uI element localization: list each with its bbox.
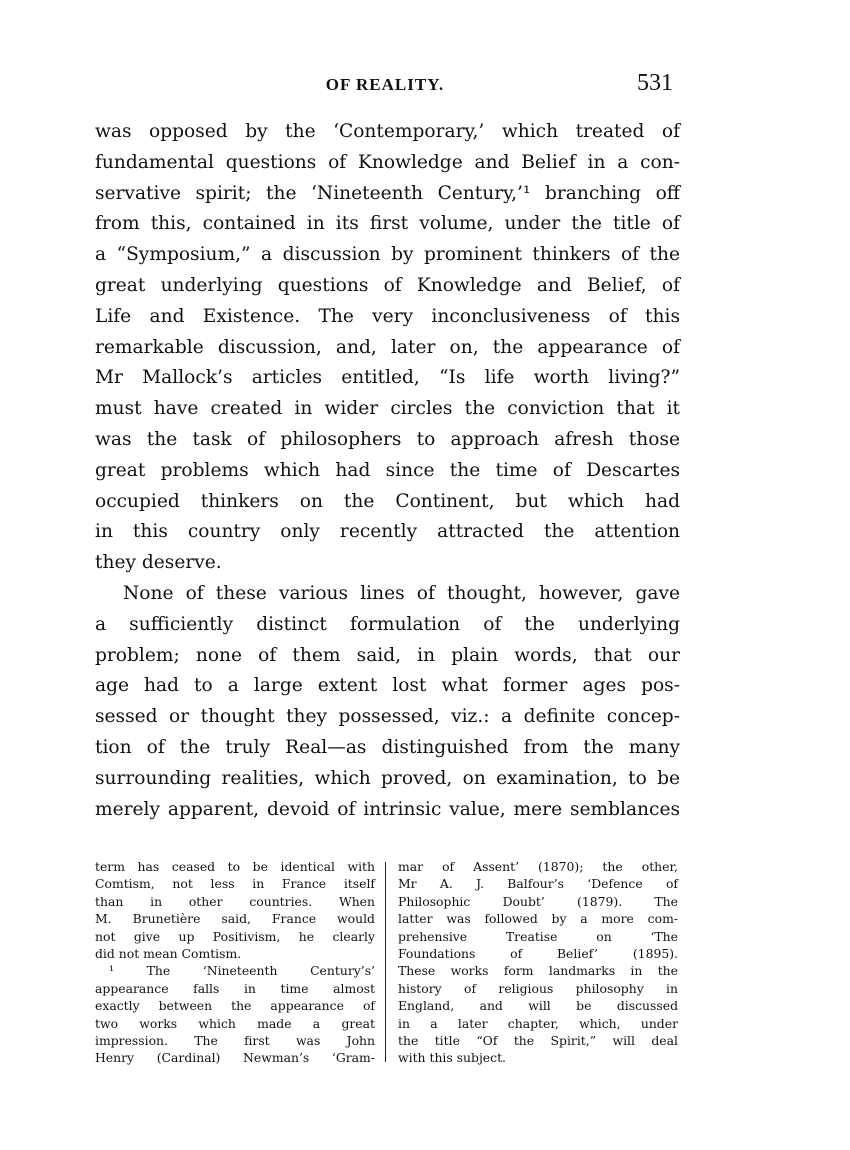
- running-head: [95, 70, 675, 100]
- text-line: great problems which had since the time of Descartes: [95, 459, 680, 481]
- footnote-line: in a later chapter, which, under: [398, 1015, 678, 1031]
- footnote-line: latter was followed by a more com-: [398, 911, 678, 927]
- footnote-line: the title “Of the Spirit,” will deal: [398, 1032, 678, 1048]
- text-line: tion of the truly Real—as distinguished from the many: [95, 736, 680, 758]
- footnote-line: than in other countries. When: [95, 893, 375, 909]
- text-line: None of these various lines of thought, however, gave: [123, 582, 680, 604]
- footnote-line: These works form landmarks in the: [398, 963, 678, 979]
- text-line: remarkable discussion, and, later on, the appearance of: [95, 336, 680, 358]
- footnote-line: England, and will be discussed: [398, 998, 678, 1014]
- page-number: 531: [637, 70, 673, 96]
- text-line: great underlying questions of Knowledge and Belief, of: [95, 274, 680, 296]
- footnote-line: exactly between the appearance of: [95, 998, 375, 1014]
- footnote-line: Comtism, not less in France itself: [95, 876, 375, 892]
- text-line: occupied thinkers on the Continent, but which had: [95, 490, 680, 512]
- text-line: fundamental questions of Knowledge and Belief in a con-: [95, 151, 680, 173]
- text-line: from this, contained in its first volume, under the title of: [95, 213, 680, 235]
- footnote-line: not give up Positivism, he clearly: [95, 928, 375, 944]
- text-line: in this country only recently attracted the attention: [95, 521, 680, 543]
- footnote-column-left: [95, 858, 375, 1067]
- footnote-column-divider: [385, 862, 386, 1062]
- footnote-line: Henry (Cardinal) Newman’s ‘Gram-: [95, 1050, 375, 1066]
- footnote-line: appearance falls in time almost: [95, 980, 375, 996]
- main-text: [95, 117, 680, 825]
- footnote-line: mar of Assent’ (1870); the other,: [398, 859, 678, 874]
- footnote-line: history of religious philosophy in: [398, 980, 678, 996]
- footnote-line: prehensive Treatise on ‘The: [398, 928, 678, 944]
- footnote-line: impression. The first was John: [95, 1032, 375, 1048]
- text-line: merely apparent, devoid of intrinsic value, mere semblances: [95, 798, 680, 820]
- text-line: servative spirit; the ‘Nineteenth Century,’¹ branching off: [95, 182, 680, 204]
- footnote-line: Mr A. J. Balfour’s ‘Defence of: [398, 876, 678, 892]
- text-line: was opposed by the ‘Contemporary,’ which treated of: [95, 121, 680, 142]
- footnote-line: term has ceased to be identical with: [95, 859, 375, 874]
- text-line: problem; none of them said, in plain words, that our: [95, 644, 680, 666]
- footnote-line: Philosophic Doubt’ (1879). The: [398, 893, 678, 909]
- text-line: a “Symposium,” a discussion by prominent thinkers of the: [95, 244, 680, 266]
- text-line: Life and Existence. The very inconclusiveness of this: [95, 305, 680, 327]
- text-line: surrounding realities, which proved, on examination, to be: [95, 767, 680, 789]
- text-line: must have created in wider circles the conviction that it: [95, 398, 680, 420]
- footnote-line: M. Brunetière said, France would: [95, 911, 375, 927]
- footnote-line: did not mean Comtism.: [95, 945, 242, 961]
- text-line: age had to a large extent lost what former ages pos-: [95, 675, 680, 697]
- footnote-line: ¹ The ‘Nineteenth Century’s’: [109, 963, 375, 979]
- text-line: they deserve.: [95, 552, 222, 574]
- text-line: a sufficiently distinct formulation of the underlying: [95, 613, 680, 635]
- footnotes: [95, 858, 680, 1083]
- footnote-line: Foundations of Belief’ (1895).: [398, 945, 678, 961]
- running-title: OF REALITY.: [325, 75, 445, 94]
- text-line: Mr Mallock’s articles entitled, “Is life worth living?”: [95, 367, 680, 389]
- text-line: sessed or thought they possessed, viz.: a definite concep-: [95, 706, 680, 728]
- footnote-line: two works which made a great: [95, 1015, 375, 1031]
- footnote-column-right: [398, 858, 678, 1067]
- text-line: was the task of philosophers to approach afresh those: [95, 428, 680, 450]
- footnote-line: with this subject.: [398, 1050, 506, 1066]
